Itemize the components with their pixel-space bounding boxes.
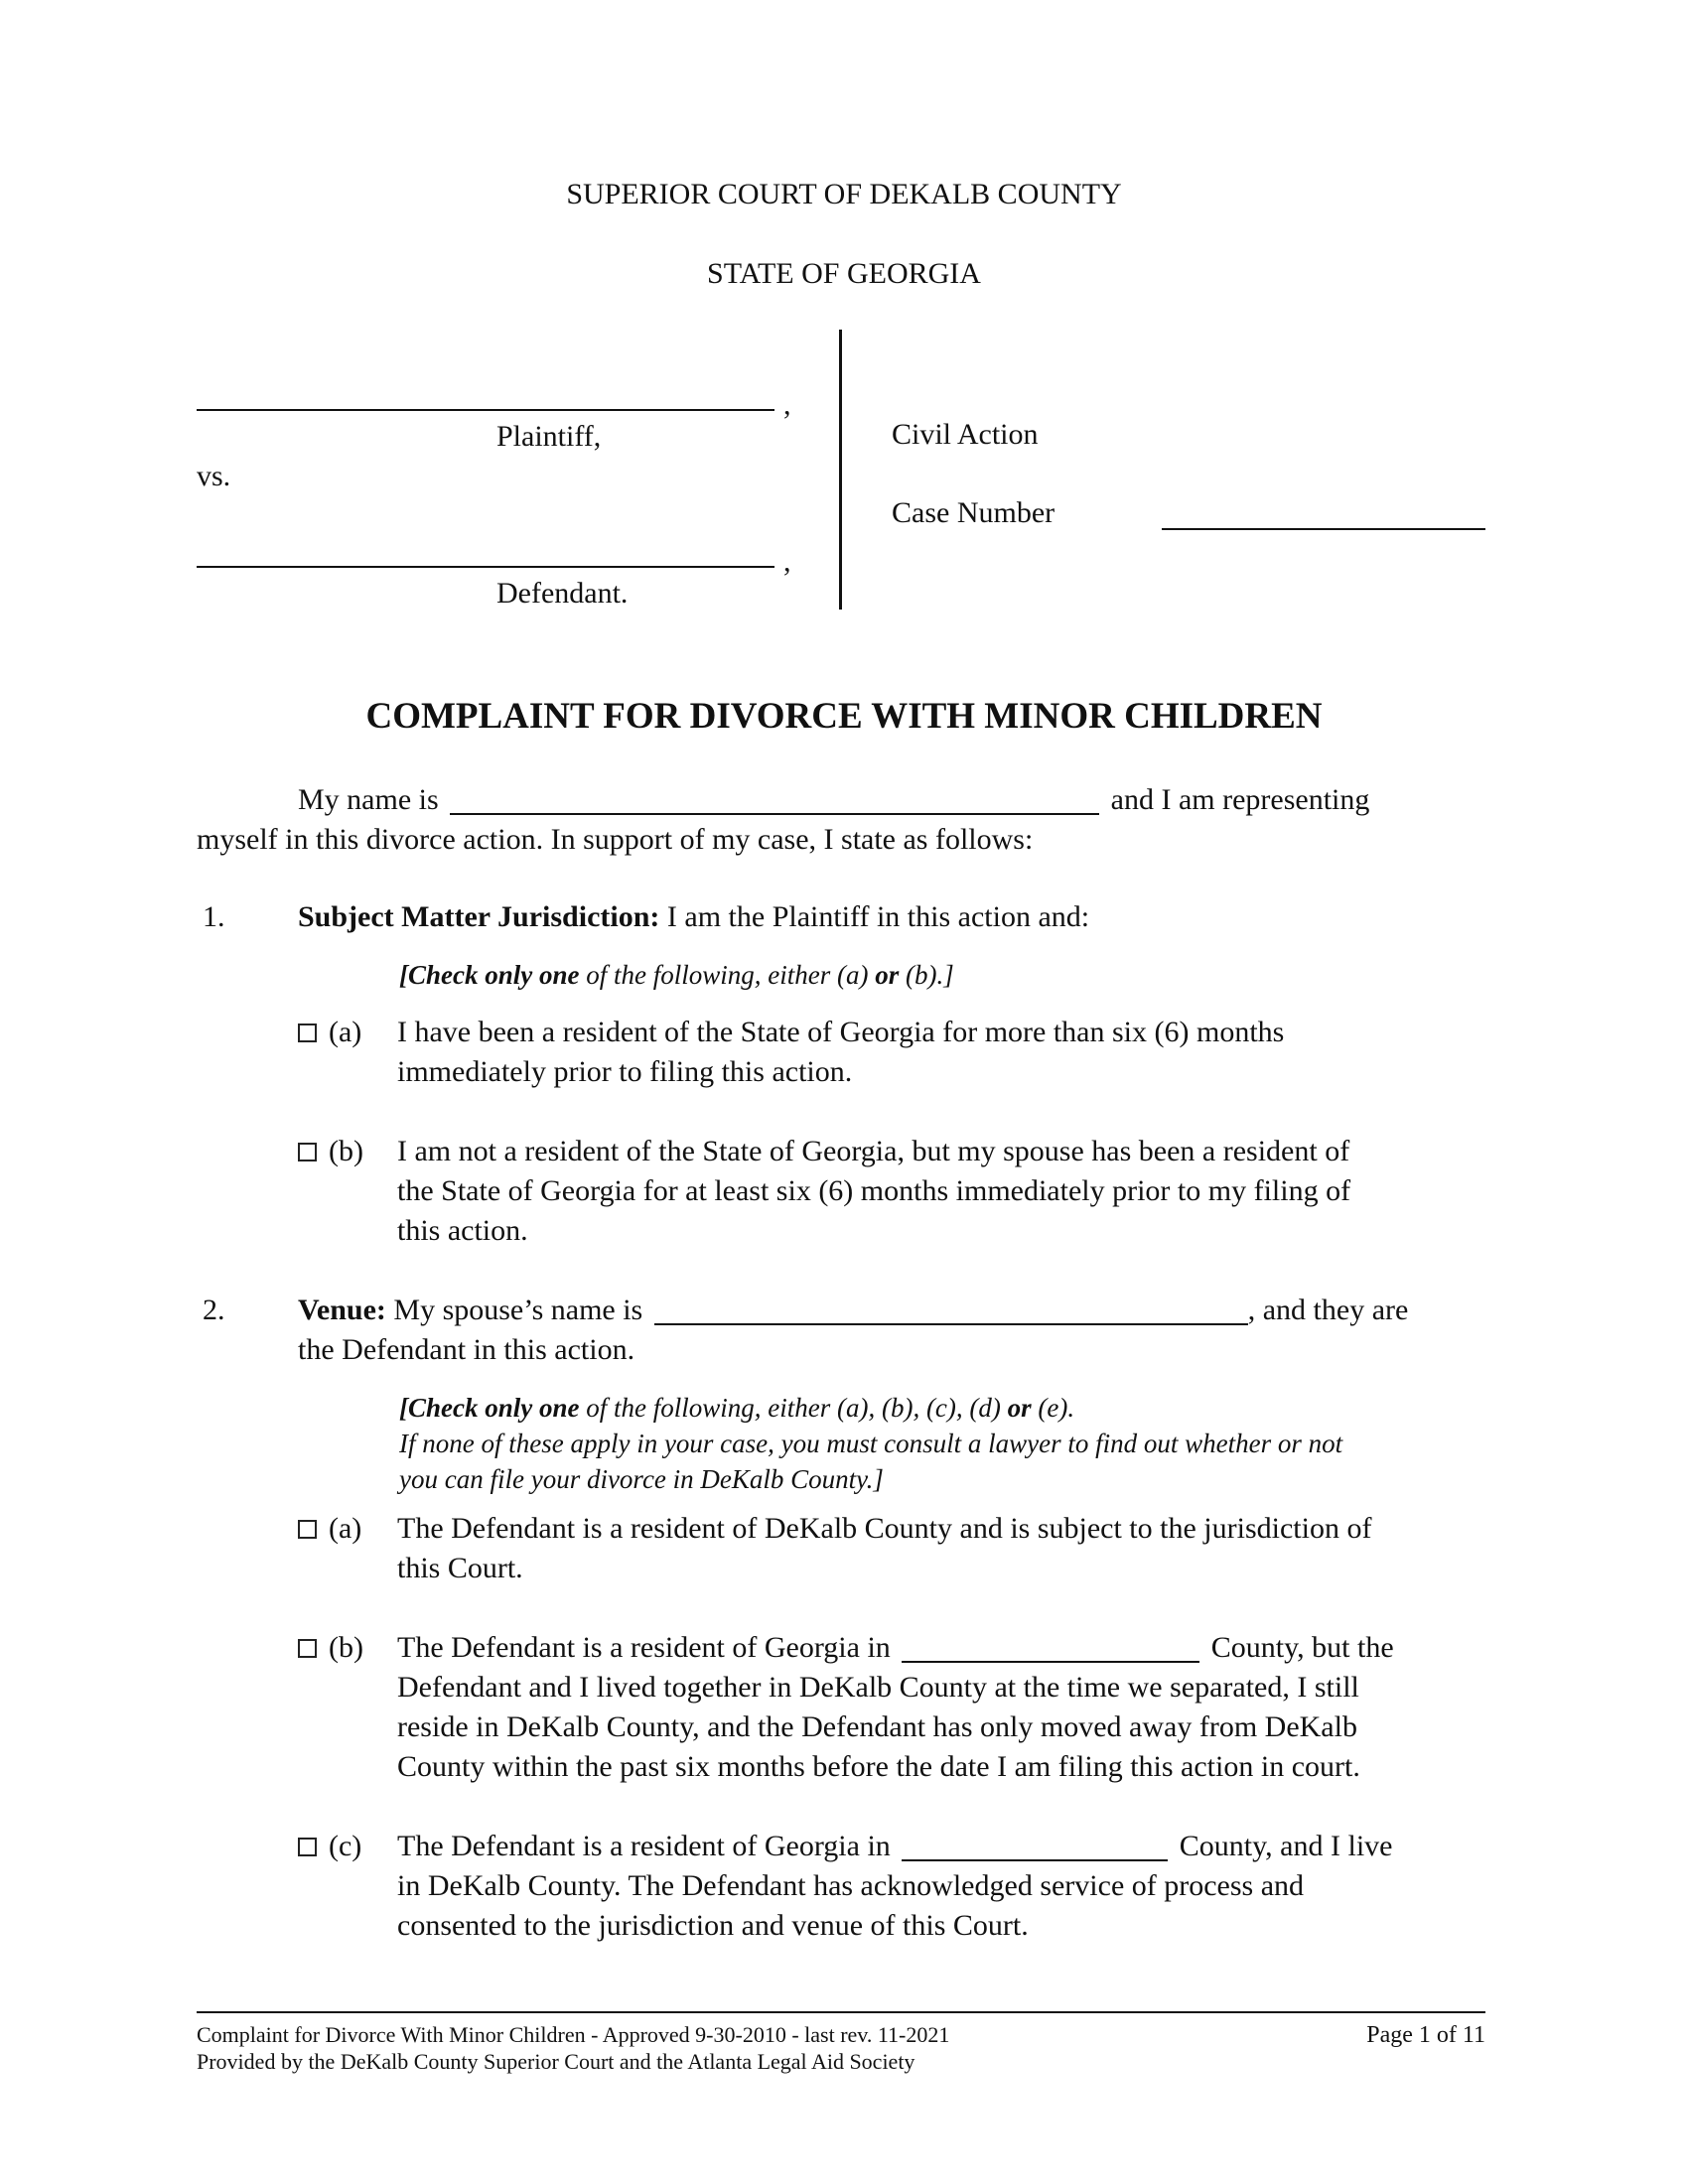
instr-or: or xyxy=(875,960,900,990)
section-2-line-2: the Defendant in this action. xyxy=(298,1333,635,1366)
document-title: COMPLAINT FOR DIVORCE WITH MINOR CHILDREN xyxy=(365,696,1323,737)
option-1b[interactable] xyxy=(298,1132,363,1171)
section-1-instruction xyxy=(399,957,954,993)
defendant-comma: , xyxy=(783,545,791,578)
defendant-label: Defendant. xyxy=(496,577,629,610)
footer-rule xyxy=(197,2011,1485,2013)
option-2c-suffix: County, and I live xyxy=(1179,1830,1393,1862)
intro-line-2: myself in this divorce action. In support of my case, I state as follows: xyxy=(197,823,1034,856)
option-2b-line-4: County within the past six months before the date I am filing this action in court. xyxy=(397,1750,1360,1783)
instr2-or: or xyxy=(1007,1393,1032,1423)
option-1b-label: (b) xyxy=(329,1135,363,1167)
checkbox-1a[interactable] xyxy=(298,1024,317,1042)
case-number-field[interactable] xyxy=(1162,528,1485,530)
caption-divider xyxy=(839,330,842,610)
plaintiff-name-line[interactable] xyxy=(197,409,774,411)
option-2b-label: (b) xyxy=(329,1631,363,1664)
intro-prefix: My name is xyxy=(298,783,439,816)
section-1-heading-line xyxy=(298,897,1089,937)
option-2c[interactable] xyxy=(298,1827,361,1866)
case-number-label: Case Number xyxy=(892,496,1055,529)
section-2-heading-text: My spouse’s name is xyxy=(385,1294,643,1326)
vs-label: vs. xyxy=(197,460,231,492)
instr2-text: of the following, either (a), (b), (c), (d) xyxy=(579,1393,1008,1423)
option-2a-line-2: this Court. xyxy=(397,1552,523,1584)
civil-action-label: Civil Action xyxy=(892,418,1039,451)
spouse-name-field[interactable] xyxy=(654,1294,1248,1325)
option-2b-line-3: reside in DeKalb County, and the Defendant has only moved away from DeKalb xyxy=(397,1710,1357,1743)
footer-line-2: Provided by the DeKalb County Superior Court and the Atlanta Legal Aid Society xyxy=(197,2049,915,2074)
instr-text: of the following, either (a) xyxy=(579,960,876,990)
instr-bold: [Check only one xyxy=(399,960,580,990)
section-1-heading-text: I am the Plaintiff in this action and: xyxy=(659,900,1090,933)
section-2-instruction-3: you can file your divorce in DeKalb County.] xyxy=(399,1464,884,1494)
intro-line-1 xyxy=(298,780,1369,820)
county-field-2b[interactable] xyxy=(902,1631,1199,1663)
checkbox-2b[interactable] xyxy=(298,1639,317,1658)
defendant-name-line[interactable] xyxy=(197,566,774,568)
option-2b[interactable] xyxy=(298,1628,363,1668)
instr-text-end: (b).] xyxy=(899,960,954,990)
option-1a-line-2: immediately prior to filing this action. xyxy=(397,1055,853,1088)
option-2b-line-1 xyxy=(397,1628,1394,1668)
plaintiff-comma: , xyxy=(783,388,791,421)
option-2b-prefix: The Defendant is a resident of Georgia in xyxy=(397,1631,891,1664)
option-2b-line-2: Defendant and I lived together in DeKalb County at the time we separated, I still xyxy=(397,1671,1359,1704)
option-1a[interactable] xyxy=(298,1013,361,1052)
option-2c-label: (c) xyxy=(329,1830,362,1862)
plaintiff-label: Plaintiff, xyxy=(496,420,602,453)
option-1b-line-2: the State of Georgia for at least six (6) months immediately prior to my filing of xyxy=(397,1174,1351,1207)
section-2-heading: Venue: xyxy=(298,1294,386,1326)
option-2c-line-1 xyxy=(397,1827,1392,1866)
checkbox-2c[interactable] xyxy=(298,1838,317,1856)
option-2a-line-1: The Defendant is a resident of DeKalb County and is subject to the jurisdiction of xyxy=(397,1512,1372,1545)
option-1a-line-1: I have been a resident of the State of Georgia for more than six (6) months xyxy=(397,1016,1285,1048)
section-2-heading-line xyxy=(298,1291,1408,1330)
section-1-number: 1. xyxy=(203,900,225,933)
option-2a-label: (a) xyxy=(329,1512,362,1545)
section-2-instruction-2: If none of these apply in your case, you must consult a lawyer to find out whether or not xyxy=(399,1429,1343,1458)
option-1b-line-1: I am not a resident of the State of Georgia, but my spouse has been a resident of xyxy=(397,1135,1350,1167)
option-1a-label: (a) xyxy=(329,1016,362,1048)
instr2-bold: [Check only one xyxy=(399,1393,580,1423)
option-2b-suffix: County, but the xyxy=(1210,1631,1394,1664)
section-1-heading: Subject Matter Jurisdiction: xyxy=(298,900,660,933)
page-number: Page 1 of 11 xyxy=(1366,2022,1485,2048)
option-2c-line-2: in DeKalb County. The Defendant has acknowledged service of process and xyxy=(397,1869,1305,1902)
section-2-instruction-1 xyxy=(399,1390,1074,1426)
option-2a[interactable] xyxy=(298,1509,361,1549)
instr2-text-end: (e). xyxy=(1031,1393,1075,1423)
footer-line-1: Complaint for Divorce With Minor Children - Approved 9-30-2010 - last rev. 11-2021 xyxy=(197,2022,950,2047)
court-name: SUPERIOR COURT OF DEKALB COUNTY xyxy=(566,178,1122,210)
section-2-heading-suffix: , and they are xyxy=(1247,1294,1409,1326)
checkbox-1b[interactable] xyxy=(298,1143,317,1161)
my-name-field[interactable] xyxy=(450,783,1099,815)
option-2c-prefix: The Defendant is a resident of Georgia in xyxy=(397,1830,891,1862)
option-1b-line-3: this action. xyxy=(397,1214,528,1247)
county-field-2c[interactable] xyxy=(902,1830,1168,1861)
option-2c-line-3: consented to the jurisdiction and venue of this Court. xyxy=(397,1909,1029,1942)
section-2-number: 2. xyxy=(203,1294,225,1326)
intro-suffix: and I am representing xyxy=(1110,783,1370,816)
state-name: STATE OF GEORGIA xyxy=(707,257,981,290)
checkbox-2a[interactable] xyxy=(298,1520,317,1539)
